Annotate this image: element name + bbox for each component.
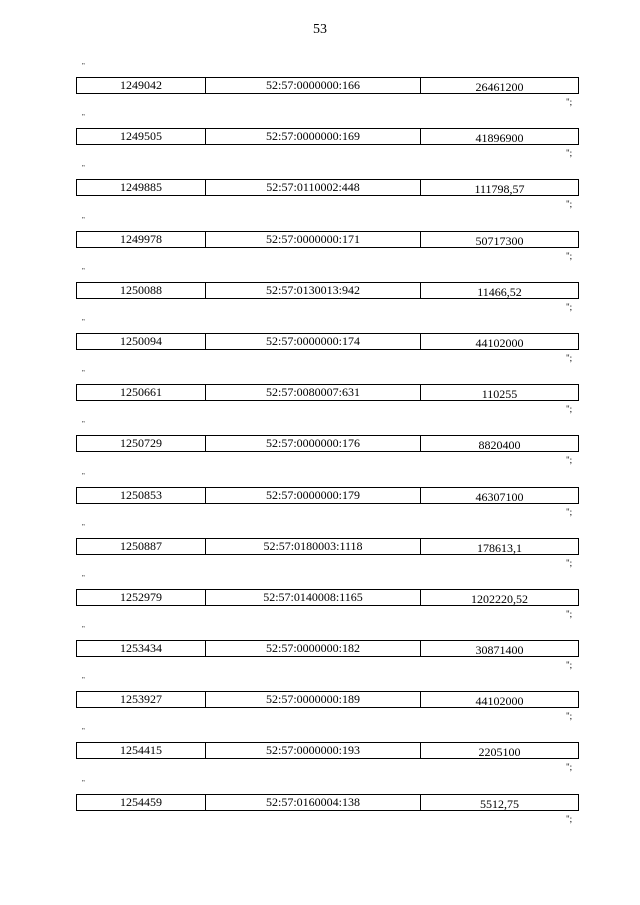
close-quote-mark: "; xyxy=(566,455,573,466)
value-cell: 110255 xyxy=(481,387,518,402)
registry-number-cell: 1250729 xyxy=(77,436,206,451)
table-row xyxy=(76,742,579,759)
table-entry xyxy=(0,727,640,778)
close-quote-mark: "; xyxy=(566,250,573,261)
table-row xyxy=(76,538,579,555)
open-quote-mark: " xyxy=(82,369,85,378)
cadastral-number-cell: 52:57:0110002:448 xyxy=(206,180,421,195)
cadastral-number-cell: 52:57:0000000:176 xyxy=(206,436,421,451)
registry-number-cell: 1249978 xyxy=(77,232,206,247)
value-cell: 111798,57 xyxy=(474,182,525,197)
value-cell: 2205100 xyxy=(478,745,521,760)
cadastral-number-cell: 52:57:0130013:942 xyxy=(206,283,421,298)
open-quote-mark: " xyxy=(82,573,85,582)
table-entry xyxy=(0,369,640,420)
close-quote-mark: "; xyxy=(566,199,573,210)
table-entry xyxy=(0,676,640,727)
table-entry xyxy=(0,779,640,830)
table-entry xyxy=(0,113,640,164)
table-entry xyxy=(0,420,640,471)
close-quote-mark: "; xyxy=(566,762,573,773)
value-cell: 44102000 xyxy=(475,694,524,709)
registry-number-cell: 1253927 xyxy=(77,692,206,707)
registry-number-cell: 1250661 xyxy=(77,385,206,400)
registry-number-cell: 1253434 xyxy=(77,641,206,656)
table-entry xyxy=(0,62,640,113)
open-quote-mark: " xyxy=(82,113,85,122)
table-row xyxy=(76,282,579,299)
open-quote-mark: " xyxy=(82,522,85,531)
registry-number-cell: 1254415 xyxy=(77,743,206,758)
cadastral-number-cell: 52:57:0180003:1118 xyxy=(206,539,421,554)
open-quote-mark: " xyxy=(82,727,85,736)
table-row xyxy=(76,487,579,504)
value-cell: 41896900 xyxy=(475,131,524,146)
cadastral-number-cell: 52:57:0000000:179 xyxy=(206,488,421,503)
cadastral-number-cell: 52:57:0080007:631 xyxy=(206,385,421,400)
table-row xyxy=(76,435,579,452)
cadastral-number-cell: 52:57:0000000:193 xyxy=(206,743,421,758)
value-cell: 26461200 xyxy=(475,80,524,94)
close-quote-mark: "; xyxy=(566,404,573,415)
value-cell: 178613,1 xyxy=(477,540,522,555)
value-cell: 44102000 xyxy=(475,335,524,350)
value-cell: 5512,75 xyxy=(480,796,519,811)
open-quote-mark: " xyxy=(82,625,85,634)
registry-number-cell: 1254459 xyxy=(77,795,206,810)
cadastral-number-cell: 52:57:0000000:171 xyxy=(206,232,421,247)
close-quote-mark: "; xyxy=(566,301,573,312)
table-entry xyxy=(0,574,640,625)
registry-number-cell: 1250094 xyxy=(77,334,206,349)
close-quote-mark: "; xyxy=(566,352,573,363)
table-entry xyxy=(0,164,640,215)
value-cell: 46307100 xyxy=(475,489,524,504)
cadastral-number-cell: 52:57:0160004:138 xyxy=(206,795,421,810)
table-row xyxy=(76,179,579,196)
close-quote-mark: "; xyxy=(566,97,573,107)
close-quote-mark: "; xyxy=(566,813,573,824)
registry-number-cell: 1250088 xyxy=(77,283,206,298)
open-quote-mark: " xyxy=(82,676,85,685)
table-row xyxy=(76,589,579,606)
table-row xyxy=(76,384,579,401)
table-row xyxy=(76,691,579,708)
close-quote-mark: "; xyxy=(566,557,573,568)
table-row xyxy=(76,77,579,94)
open-quote-mark: " xyxy=(82,164,85,173)
registry-number-cell: 1250853 xyxy=(77,488,206,503)
table-row xyxy=(76,794,579,811)
table-entry xyxy=(0,523,640,574)
value-cell: 50717300 xyxy=(475,233,524,248)
open-quote-mark: " xyxy=(82,62,85,70)
open-quote-mark: " xyxy=(82,215,85,224)
table-row xyxy=(76,640,579,657)
cadastral-number-cell: 52:57:0000000:169 xyxy=(206,129,421,144)
open-quote-mark: " xyxy=(82,317,85,326)
close-quote-mark: "; xyxy=(566,148,573,159)
table-entry xyxy=(0,267,640,318)
cadastral-number-cell: 52:57:0000000:174 xyxy=(206,334,421,349)
table-entry xyxy=(0,216,640,267)
table-row xyxy=(76,231,579,248)
table-entry xyxy=(0,472,640,523)
open-quote-mark: " xyxy=(82,471,85,480)
open-quote-mark: " xyxy=(82,420,85,429)
value-cell: 1202220,52 xyxy=(471,591,528,606)
registry-number-cell: 1249042 xyxy=(77,78,206,93)
close-quote-mark: "; xyxy=(566,608,573,619)
value-cell: 8820400 xyxy=(478,438,521,453)
table-row xyxy=(76,128,579,145)
table-row xyxy=(76,333,579,350)
open-quote-mark: " xyxy=(82,266,85,275)
page-number: 53 xyxy=(313,22,327,37)
cadastral-number-cell: 52:57:0140008:1165 xyxy=(206,590,421,605)
registry-number-cell: 1252979 xyxy=(77,590,206,605)
value-cell: 30871400 xyxy=(475,643,524,658)
close-quote-mark: "; xyxy=(566,711,573,722)
table-entry xyxy=(0,318,640,369)
registry-number-cell: 1249885 xyxy=(77,180,206,195)
registry-number-cell: 1249505 xyxy=(77,129,206,144)
cadastral-number-cell: 52:57:0000000:189 xyxy=(206,692,421,707)
value-cell: 11466,52 xyxy=(477,284,522,299)
close-quote-mark: "; xyxy=(566,506,573,517)
open-quote-mark: " xyxy=(82,778,85,787)
table-entry xyxy=(0,625,640,676)
entries-list xyxy=(0,62,640,830)
close-quote-mark: "; xyxy=(566,660,573,671)
registry-number-cell: 1250887 xyxy=(77,539,206,554)
cadastral-number-cell: 52:57:0000000:166 xyxy=(206,78,421,93)
cadastral-number-cell: 52:57:0000000:182 xyxy=(206,641,421,656)
